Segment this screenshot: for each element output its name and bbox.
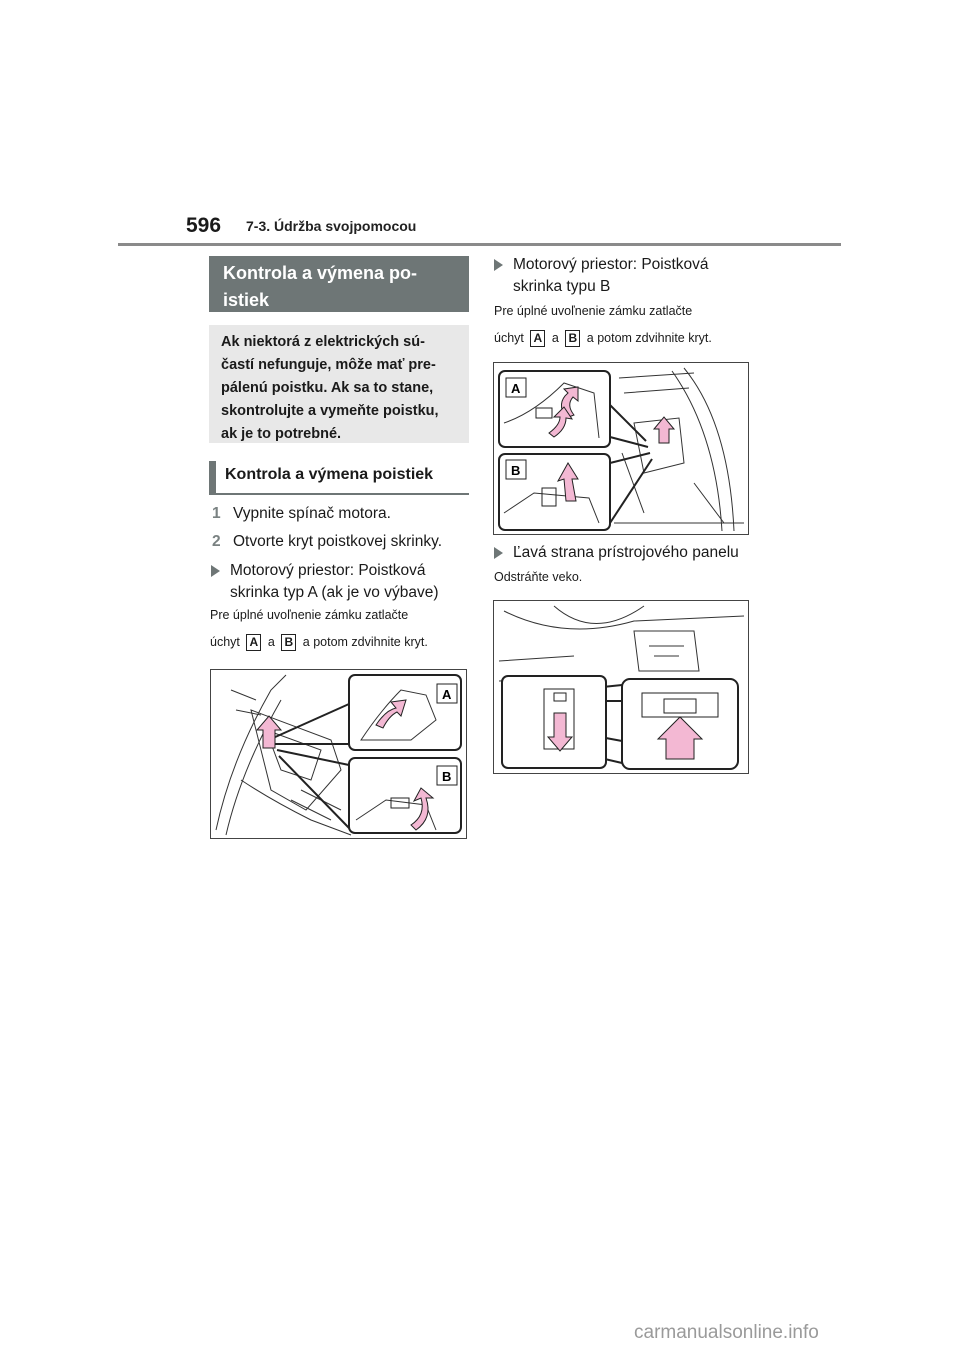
figure-fusebox-type-a	[210, 669, 467, 839]
bullet-instrument-panel	[494, 542, 756, 564]
figure-b-label-b: B	[511, 463, 521, 478]
figure-fusebox-type-a-drawing	[211, 670, 466, 838]
bullet-fusebox-b-line-2: skrinka typu B	[513, 278, 611, 295]
step-2	[212, 533, 442, 551]
footer-watermark: carmanualsonline.info	[634, 1322, 819, 1343]
figure-a-label-b: B	[442, 769, 452, 784]
section-title	[209, 256, 469, 312]
section-title-line-1: Kontrola a výmena po-	[223, 263, 418, 283]
intro-line-2: častí nefunguje, môže mať pre-	[221, 357, 436, 373]
bullet-triangle-icon	[494, 259, 503, 271]
bullet-fusebox-a-line-2: skrinka typ A (ak je vo výbave)	[230, 584, 439, 601]
note-c: Odstráňte veko.	[494, 570, 583, 584]
bullet-instrument-panel-text: Ľavá strana prístrojového panelu	[513, 544, 739, 561]
section-path: 7-3. Údržba svojpomocou	[246, 218, 417, 234]
intro-box	[209, 325, 469, 443]
note-b-prefix: úchyt	[494, 330, 524, 345]
note-b-suffix: a potom zdvihnite kryt.	[586, 330, 712, 345]
step-1-text: Vypnite spínač motora.	[233, 505, 391, 522]
intro-line-3: pálenú poistku. Ak sa to stane,	[221, 380, 434, 396]
bullet-fusebox-b-line-1: Motorový priestor: Poistková	[513, 256, 709, 273]
label-b-badge: B	[565, 330, 580, 347]
note-a-line-2	[210, 634, 428, 651]
intro-line-5: ak je to potrebné.	[221, 426, 342, 442]
figure-instrument-panel-drawing	[494, 601, 748, 773]
intro-line-1: Ak niektorá z elektrických sú-	[221, 334, 425, 350]
step-1	[212, 505, 391, 523]
note-a-line-1: Pre úplné uvoľnenie zámku zatlačte	[210, 608, 409, 622]
label-a-badge: A	[246, 634, 261, 651]
figure-a-label-a: A	[442, 687, 452, 702]
figure-fusebox-type-b	[493, 362, 749, 535]
section-title-line-2: istiek	[223, 290, 270, 310]
page-number: 596	[186, 214, 222, 237]
label-b-badge: B	[281, 634, 296, 651]
label-a-badge: A	[530, 330, 545, 347]
bullet-triangle-icon	[211, 565, 220, 577]
figure-b-label-a: A	[511, 381, 521, 396]
intro-line-4: skontrolujte a vymeňte poistku,	[221, 403, 439, 419]
note-b-and: a	[551, 330, 559, 345]
bullet-triangle-icon	[494, 547, 503, 559]
note-a-and: a	[267, 634, 275, 649]
header-rule	[118, 243, 841, 246]
figure-fusebox-type-b-drawing	[494, 363, 748, 534]
step-2-text: Otvorte kryt poistkovej skrinky.	[233, 533, 443, 550]
note-b-line-1: Pre úplné uvoľnenie zámku zatlačte	[494, 304, 693, 318]
note-a-prefix: úchyt	[210, 634, 240, 649]
note-a-suffix: a potom zdvihnite kryt.	[302, 634, 428, 649]
bullet-fusebox-a	[211, 560, 473, 604]
step-1-number: 1	[212, 505, 221, 522]
bullet-fusebox-a-line-1: Motorový priestor: Poistková	[230, 562, 426, 579]
step-2-number: 2	[212, 533, 221, 550]
note-b-line-2	[494, 330, 712, 347]
subheading: Kontrola a výmena poistiek	[209, 461, 469, 495]
figure-instrument-panel	[493, 600, 749, 774]
bullet-fusebox-b	[494, 254, 756, 298]
